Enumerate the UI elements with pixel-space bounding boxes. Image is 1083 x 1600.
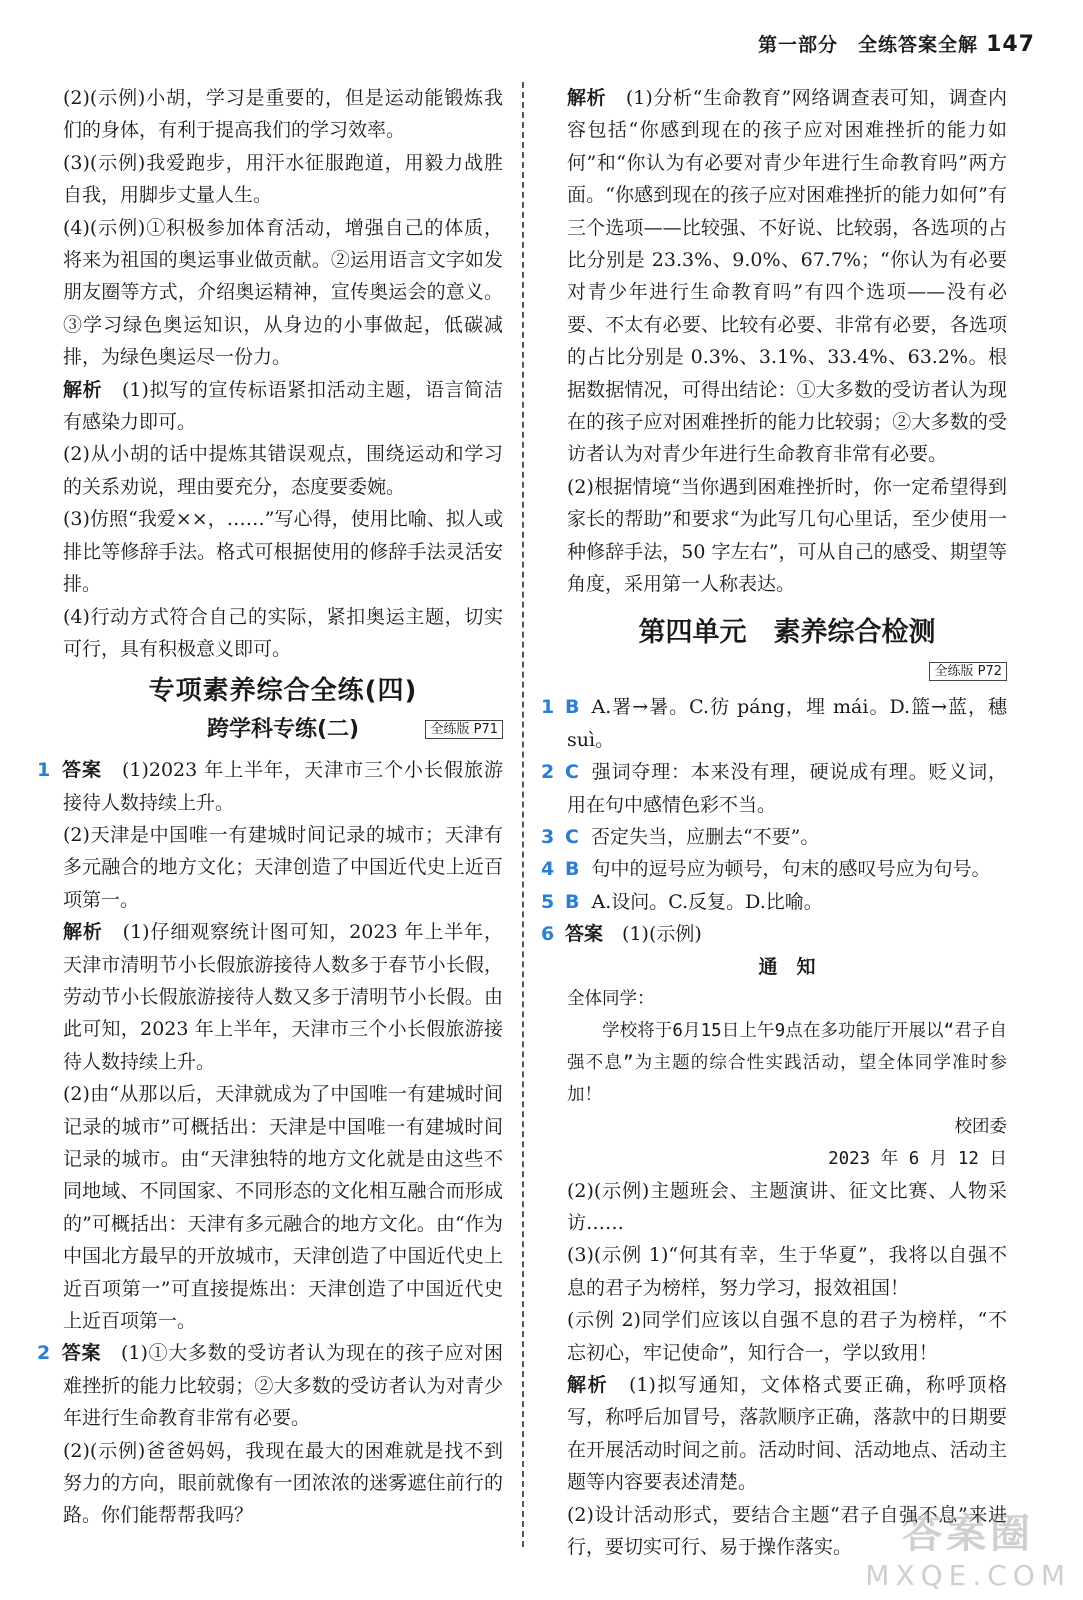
paragraph: (2)设计活动形式，要结合主题“君子自强不息”来进行，要切实可行、易于操作落实。 xyxy=(567,1503,1007,1559)
question-number: 5 xyxy=(541,890,555,913)
analysis-text: (1)拟写的宣传标语紧扣活动主题，语言简洁有感染力即可。 xyxy=(63,378,503,434)
answer-label: 答案 xyxy=(565,923,604,946)
paragraph: (2)天津是中国唯一有建城时间记录的城市；天津有多元融合的地方文化；天津创造了中国近代史上近百项第一。 xyxy=(63,823,503,911)
paragraph: (2)由“从那以后，天津就成为了中国唯一有建城时间记录的城市”可概括出：天津是中国唯一有建城时间记录的城市。由“天津独特的地方文化就是由这些不同地域、不同国家、不同形态的文化相互融合而形成的”可概括出：天津有多元融合的地方文化。由“作为中国北方最早的开放城市，天津创造了中国近代史上近百项第一”可直接提炼出：天津创造了中国近代史上近百项第一。 xyxy=(63,1083,503,1333)
right-column xyxy=(541,82,1007,1563)
paragraph: (3)仿照“我爱××，……”写心得，使用比喻、拟人或排比等修辞手法。格式可根据使用的修辞手法灵活安排。 xyxy=(63,508,503,596)
subsection-title: 跨学科专练(二) xyxy=(206,716,360,742)
analysis-text: (1)仔细观察统计图可知，2023 年上半年，天津市清明节小长假旅游接待人数多于春节小长假，劳动节小长假旅游接待人数又多于清明节小长假。由此可知，2023 年上半年，天津市三个小长假旅游接待人数持续上升。 xyxy=(63,921,503,1073)
answer-text: (1)2023 年上半年，天津市三个小长假旅游接待人数持续上升。 xyxy=(63,759,503,814)
paragraph: (2)(示例)主题班会、主题演讲、征文比赛、人物采访…… xyxy=(567,1179,1007,1234)
question-number: 1 xyxy=(37,759,51,782)
notice-greeting: 全体同学： xyxy=(567,988,655,1009)
question-2-answer xyxy=(37,1337,503,1434)
paragraph: (3)(示例)我爱跑步，用汗水征服跑道，用毅力战胜自我，用脚步丈量人生。 xyxy=(63,151,503,207)
answer-label: 答案 xyxy=(61,759,102,782)
subsection-header xyxy=(63,714,503,746)
answer-option: B xyxy=(565,858,580,881)
unit-title: 第四单元 素养综合检测 xyxy=(638,616,936,648)
answer-text: (1)①大多数的受访者认为现在的孩子应对困难挫折的能力比较弱；②大多数的受访者认为对青少年进行生命教育非常有必要。 xyxy=(63,1342,503,1430)
section-label: 第一部分 全练答案全解 xyxy=(758,34,979,56)
page-ref-badge: 全练版 P71 xyxy=(425,720,503,739)
answer-option: C xyxy=(565,761,579,784)
paragraph: (2)(示例)爸爸妈妈，我现在最大的困难就是找不到努力的方向，眼前就像有一团浓浓的迷雾遮住前行的路。你们能帮帮我吗？ xyxy=(63,1439,503,1527)
paragraph: (4)行动方式符合自己的实际，紧扣奥运主题，切实可行，具有积极意义即可。 xyxy=(63,605,503,660)
question-1-answer xyxy=(37,754,503,819)
notice-body: 学校将于6月15日上午9点在多功能厅开展以“君子自强不息”为主题的综合性实践活动，望全体同学准时参加！ xyxy=(567,1020,1007,1105)
question-number: 2 xyxy=(37,1342,51,1365)
left-column xyxy=(37,82,503,1532)
column-divider xyxy=(522,82,524,1547)
question-number: 1 xyxy=(541,696,555,719)
unit-ref-row xyxy=(567,653,1007,685)
page-ref-badge: 全练版 P72 xyxy=(929,662,1007,681)
paragraph: (2)(示例)小胡，学习是重要的，但是运动能锻炼我们的身体，有利于提高我们的学习效率。 xyxy=(63,87,503,142)
notice-signature: 校团委 xyxy=(954,1116,1007,1137)
watermark-text: 答案圈 xyxy=(902,1511,1035,1557)
paragraph: (2)根据情境“当你遇到困难挫折时，你一定希望得到家长的帮助”和要求“为此写几句心里话，至少使用一种修辞手法，50 字左右”，可从自己的感受、期望等角度，采用第一人称表达。 xyxy=(567,475,1007,596)
answer-option: B xyxy=(565,696,580,719)
answer-text: 强词夺理：本来没有理，硬说成有理。贬义词，用在句中感情色彩不当。 xyxy=(567,761,1007,816)
paragraph: (3)(示例 1)“何其有幸，生于华夏”，我将以自强不息的君子为榜样，努力学习，报效祖国！ xyxy=(567,1244,1007,1299)
question-5-answer xyxy=(541,886,1007,918)
answer-text: 句中的逗号应为顿号，句末的感叹号应为句号。 xyxy=(591,858,991,881)
watermark-logo xyxy=(865,1502,1071,1592)
paragraph: (2)从小胡的话中提炼其错误观点，围绕运动和学习的关系劝说，理由要充分，态度要委婉。 xyxy=(63,443,503,498)
question-6-answer xyxy=(541,918,1007,950)
question-2-answer xyxy=(541,756,1007,821)
analysis-label: 解析 xyxy=(63,921,103,944)
question-3-answer xyxy=(541,821,1007,853)
page-header xyxy=(758,30,1035,57)
analysis-paragraph xyxy=(567,1369,1007,1499)
question-4-answer xyxy=(541,853,1007,885)
analysis-label: 解析 xyxy=(63,378,103,401)
question-number: 6 xyxy=(541,923,555,946)
answer-text: (1)(示例) xyxy=(622,923,702,946)
answer-text: 否定失当，应删去“不要”。 xyxy=(590,825,820,848)
answer-option: B xyxy=(565,890,580,913)
analysis-paragraph xyxy=(567,82,1007,471)
section-title: 专项素养综合全练(四) xyxy=(148,676,418,707)
page-number: 147 xyxy=(986,32,1035,57)
analysis-text: (1)拟写通知，文体格式要正确，称呼顶格写，称呼后加冒号，落款顺序正确，落款中的日期要在开展活动时间之前。活动时间、活动地点、活动主题等内容要表述清楚。 xyxy=(567,1374,1007,1494)
answer-text: A.署→暑。C.彷 páng，埋 mái。D.篮→蓝，穗 suì。 xyxy=(567,696,1007,751)
analysis-text: (1)分析“生命教育”网络调查表可知，调查内容包括“你感到现在的孩子应对困难挫折的能力如何”和“你认为有必要对青少年进行生命教育吗”两方面。“你感到现在的孩子应对困难挫折的能力如何”有三个选项——比较强、不好说、比较弱，各选项的占比分别是 23.3%、9.0%、67.7%；“你认为有必要对青少年进行生命教育吗”有四个选项——没有必要、不太有必要、比较有必要、非常有必要，各选项的占比分别是 0.3%、3.1%、33.4%、63.2%。根据数据情况，可得出结论：①大多数的受访者认为现在的孩子应对困难挫折的能力比较弱；②大多数的受访者认为对青少年进行生命教育非常有必要。 xyxy=(567,87,1007,466)
paragraph: (示例 2)同学们应该以自强不息的君子为榜样，“不忘初心，牢记使命”，知行合一，学以致用！ xyxy=(567,1309,1007,1364)
paragraph: (4)(示例)①积极参加体育活动，增强自己的体质，将来为祖国的奥运事业做贡献。②运用语言文字如发朋友圈等方式，介绍奥运精神，宣传奥运会的意义。③学习绿色奥运知识，从身边的小事做起，低碳减排，为绿色奥运尽一份力。 xyxy=(63,216,503,369)
question-1-answer xyxy=(541,691,1007,756)
question-number: 4 xyxy=(541,858,555,881)
analysis-label: 解析 xyxy=(567,1374,609,1396)
notice-date: 2023 年 6 月 12 日 xyxy=(828,1148,1007,1169)
analysis-paragraph xyxy=(63,916,503,1078)
watermark-url: MXQE.COM xyxy=(865,1559,1071,1592)
question-number: 3 xyxy=(541,825,555,848)
analysis-label: 解析 xyxy=(567,87,607,109)
answer-label: 答案 xyxy=(61,1342,102,1365)
answer-option: C xyxy=(565,825,579,848)
answer-text: A.设问。C.反复。D.比喻。 xyxy=(591,890,823,913)
question-number: 2 xyxy=(541,761,555,784)
notice-title: 通 知 xyxy=(758,955,816,978)
notice-block xyxy=(567,951,1007,1175)
analysis-paragraph xyxy=(63,374,503,439)
